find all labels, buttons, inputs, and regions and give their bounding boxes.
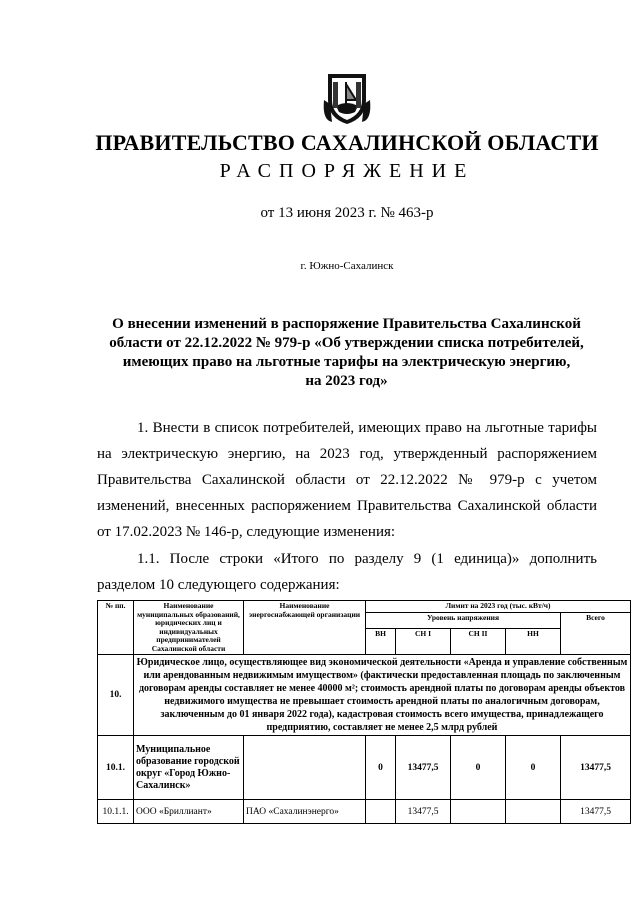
subject-heading xyxy=(80,315,613,391)
row-name: ООО «Бриллиант» xyxy=(134,800,244,824)
row-total: 13477,5 xyxy=(561,736,631,800)
header-name: Наименование муниципальных образований, юридических лиц и индивидуальных предпринимателей Сахалинской области xyxy=(134,601,244,655)
paragraph-line: 1.1. После строки «Итого по разделу 9 (1 единица)» дополнить xyxy=(137,551,597,567)
row-nn: 0 xyxy=(506,736,561,800)
row-total: 13477,5 xyxy=(561,800,631,824)
header-sn1: СН I xyxy=(396,629,451,655)
row-sn2: 0 xyxy=(451,736,506,800)
header-supplier: Наименование энергоснабжающей организации xyxy=(244,601,366,655)
section-row xyxy=(98,655,631,736)
row-vn: 0 xyxy=(366,736,396,800)
header-nn: НН xyxy=(506,629,561,655)
row-supplier: ПАО «Сахалинэнерго» xyxy=(244,800,366,824)
table-row xyxy=(98,800,631,824)
paragraph-1 xyxy=(97,415,597,545)
government-title: ПРАВИТЕЛЬСТВО САХАЛИНСКОЙ ОБЛАСТИ xyxy=(95,130,599,155)
row-vn xyxy=(366,800,396,824)
header-limit: Лимит на 2023 год (тыс. кВт/ч) xyxy=(366,601,631,613)
table-header-row xyxy=(98,601,631,613)
header-num: № пп. xyxy=(98,601,134,655)
row-sn1: 13477,5 xyxy=(396,800,451,824)
consumers-table xyxy=(97,600,631,824)
subject-line: О внесении изменений в распоряжение Правительства Сахалинской xyxy=(112,316,581,332)
coat-of-arms-emblem xyxy=(322,70,372,126)
section-description: Юридическое лицо, осуществляющее вид экономической деятельности «Аренда и управление собственным или арендованным недвижимым имуществом» (фактически предоставленная площадь по заключенным договорам аренды составляет не менее 40000 м²; стоимость арендной платы по договорам аренды объектов недвижимого имущества не превышает стоимость арендной платы по аналогичным договорам, заключенным до 01 января 2022 года), кадастровая стоимость всего имущества, принадлежащего предприятию, составляет не менее 2,5 млрд рублей xyxy=(134,655,631,736)
subject-line: на 2023 год» xyxy=(305,373,388,389)
paragraph-line: разделом 10 следующего содержания: xyxy=(97,577,340,593)
header-total: Всего xyxy=(561,612,631,655)
subject-line: области от 22.12.2022 № 979-р «Об утверждении списка потребителей, xyxy=(109,335,584,351)
paragraph-line: изменений, внесенных распоряжением Правительства Сахалинской области xyxy=(97,498,597,514)
paragraph-line: Правительства Сахалинской области от 22.12.2022 № 979-р с учетом xyxy=(97,472,597,488)
row-supplier xyxy=(244,736,366,800)
paragraph-line: от 17.02.2023 № 146-р, следующие изменения: xyxy=(97,524,396,540)
document-type: РАСПОРЯЖЕНИЕ xyxy=(219,160,475,182)
row-name: Муниципальное образование городской округ «Город Южно-Сахалинск» xyxy=(134,736,244,800)
paragraph-line: на электрическую энергию, на 2023 год, утвержденный распоряжением xyxy=(97,446,597,462)
table-row xyxy=(98,736,631,800)
row-num: 10.1. xyxy=(98,736,134,800)
header-sn2: СН II xyxy=(451,629,506,655)
paragraph-line: 1. Внести в список потребителей, имеющих право на льготные тарифы xyxy=(137,420,597,436)
row-sn2 xyxy=(451,800,506,824)
city: г. Южно-Сахалинск xyxy=(300,260,394,272)
header-vn: ВН xyxy=(366,629,396,655)
subject-line: имеющих право на льготные тарифы на электрическую энергию, xyxy=(122,354,571,370)
row-nn xyxy=(506,800,561,824)
section-num: 10. xyxy=(98,655,134,736)
row-sn1: 13477,5 xyxy=(396,736,451,800)
row-num: 10.1.1. xyxy=(98,800,134,824)
header-voltage: Уровень напряжения xyxy=(366,612,561,629)
paragraph-2 xyxy=(97,546,597,598)
date-and-number: от 13 июня 2023 г. № 463-р xyxy=(260,205,434,221)
